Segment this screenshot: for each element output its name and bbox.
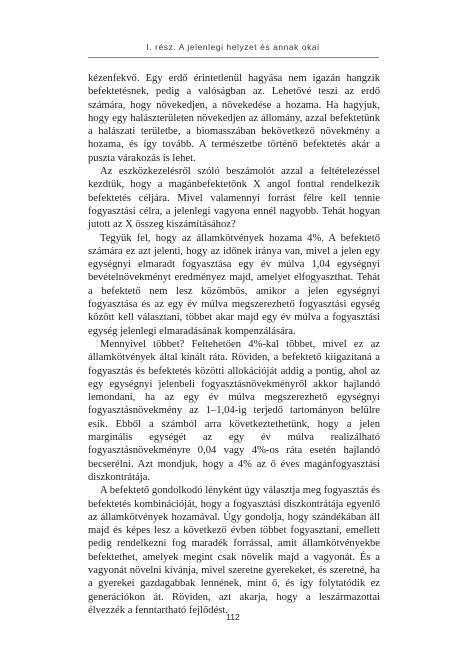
body-text: [88, 72, 380, 617]
paragraph: kézenfekvő. Egy erdő érintetlenül hagyása nem igazán hangzik befektetésnek, pedig a valóságban az. Lehetővé teszi az erdő számára, hogy növekedjen, a növekedése a hozama. Ha hagyjuk, hogy egy halászterületen növekedjen az állomány, azzal befektetünk a halászati területbe, a biomasszában bekövetkező növekmény a hozama, és így tovább. A természetbe történő befektetés akár a puszta várakozás is lehet.: [88, 73, 380, 164]
paragraph: Mennyivel többet? Feltehetően 4%-kal többet, mivel ez az államkötvények által kínált ráta. Röviden, a befektető kiigazítaná a fogyasztás és befektetés közötti allokációját addig a pontig, ahol az egy egységnyi jelenbeli fogyasztásnövekményről akkor hajlandó lemondani, ha az egy év múlva megszerezhető egységnyi fogyasztásnövekmény az 1–1,04-ig terjedő tartományon belülre esik. Ebből a számból arra következtethetünk, hogy a jelen marginális egységét az egy év múlva realizálható fogyasztásnövekményre 0,04 vagy 4%-os ráta esetén hajlandó becserélni. Azt mondjuk, hogy a 4% az ő éves magánfogyasztási diszkontrátája.: [88, 338, 380, 483]
paragraph: A befektető gondolkodó lényként úgy választja meg fogyasztás és befektetés kombinációját, hogy a fogyasztási diszkontrátája egyenlő az államkötvények hozamával. Úgy gondolja, hogy szándékában áll majd és képes lesz a következő évben többet fogyasztani, emellett pedig rendelkezni fog maradék forrással, amit államkötvényekbe befektethet, amelyek megint csak növelik majd a vagyonát. És a vagyonát növelni kívánja, mivel szeretne gyerekeket, és szeretné, ha a gyerekei gazdagabbak lennének, mint ő, és így folytatódik ez generációkon át. Röviden, azt akarja, hogy a leszármazottai élvezzék a fenntartható fejlődést.: [88, 485, 380, 616]
paragraph: Az eszközkezelésről szóló beszámolót azzal a feltételezéssel kezdtük, hogy a magánbefektetőnk X angol fonttal rendelkezik befektetés céljára. Mivel valamennyi forrást félre kell tennie fogyasztási célra, a jelenlegi vagyona ennél nagyobb. Tehát hogyan jutott az X összeg kiszámításához?: [88, 166, 380, 231]
header-rule: [88, 57, 379, 58]
running-header: I. rész. A jelenlegi helyzet és annak okai: [146, 42, 320, 52]
paragraph: Tegyük fel, hogy az államkötvények hozama 4%. A befektető számára ez azt jelenti, hogy az időnek iránya van, mivel a jelen egy egységnyi elmaradt fogyasztása egy év múlva 1,04 egységnyi bevételnövekményt eredményez majd, amelyet elfogyaszthat. Tehát a befektető nem lesz közömbös, amikor a jelen egységnyi fogyasztása és az egy év múlva megszerezhető fogyasztási egység között kell választani, többet akar majd egy év múlva a fogyasztási egység jelenlegi elmaradásának kompenzálására.: [88, 232, 380, 337]
page-number: 112: [226, 612, 240, 622]
